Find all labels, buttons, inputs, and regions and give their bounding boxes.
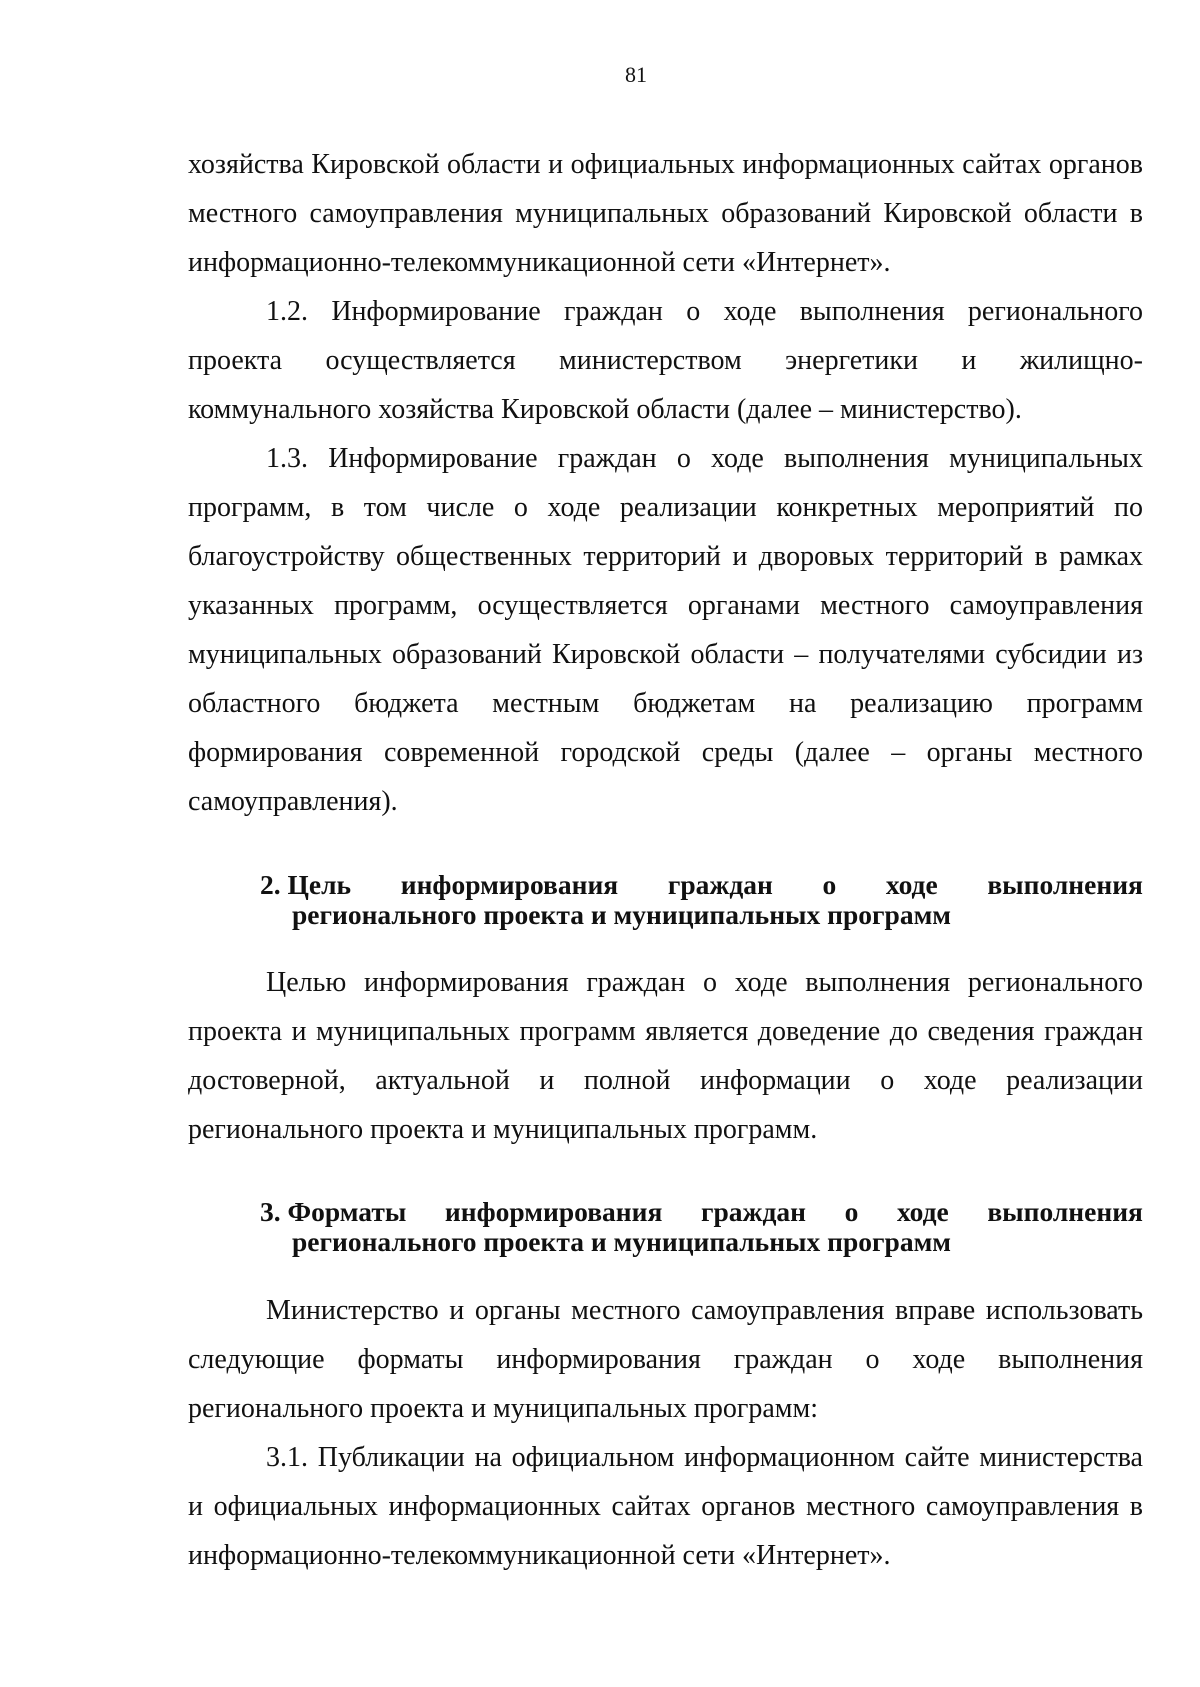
heading-word: выполнения bbox=[987, 869, 1143, 900]
heading-word: граждан bbox=[700, 1196, 806, 1227]
heading-word: ходе bbox=[896, 1196, 949, 1227]
section-3-heading-line1 bbox=[188, 1197, 1143, 1227]
heading-word: ходе bbox=[885, 869, 938, 900]
paragraph-3-1: 3.1. Публикации на официальном информационном сайте министерства и официальных информационных сайтах органов местного самоуправления в информационно-телекоммуникационной сети «Интернет». bbox=[188, 1442, 1143, 1571]
paragraph-1-3: 1.3. Информирование граждан о ходе выполнения муниципальных программ, в том числе о ходе реализации конкретных мероприятий по благоустройству общественных территорий и дворовых территорий в рамках указанных программ, осуществляется органами местного самоуправления муниципальных образований Кировской области – получателями субсидии из областного бюджета местным бюджетам на реализацию программ формирования современной городской среды (далее – органы местного самоуправления). bbox=[188, 443, 1143, 817]
heading-word: информирования bbox=[400, 869, 619, 900]
heading-word: о bbox=[822, 869, 837, 900]
section-2-heading-line2: регионального проекта и муниципальных программ bbox=[292, 899, 952, 930]
section-3-heading-line2: регионального проекта и муниципальных программ bbox=[292, 1226, 952, 1257]
paragraph-continuation: хозяйства Кировской области и официальных информационных сайтах органов местного самоуправления муниципальных образований Кировской области в информационно-телекоммуникационной сети «Интернет». bbox=[188, 149, 1143, 278]
section-3-heading bbox=[188, 1197, 1143, 1257]
paragraph-section-3: Министерство и органы местного самоуправления вправе использовать следующие форматы информирования граждан о ходе выполнения регионального проекта и муниципальных программ: bbox=[188, 1295, 1143, 1424]
heading-word: информирования bbox=[444, 1196, 663, 1227]
section-2-heading bbox=[188, 870, 1143, 930]
page-number: 81 bbox=[625, 62, 647, 87]
heading-word: 2. Цель bbox=[260, 869, 352, 900]
document-body bbox=[188, 140, 1143, 1580]
heading-word: 3. Форматы bbox=[260, 1196, 407, 1227]
section-2-heading-line1 bbox=[188, 870, 1143, 900]
heading-word: граждан bbox=[667, 869, 773, 900]
heading-word: выполнения bbox=[987, 1196, 1143, 1227]
paragraph-section-2: Целью информирования граждан о ходе выполнения регионального проекта и муниципальных программ является доведение до сведения граждан достоверной, актуальной и полной информации о ходе реализации регионального проекта и муниципальных программ. bbox=[188, 967, 1143, 1145]
paragraph-1-2: 1.2. Информирование граждан о ходе выполнения регионального проекта осуществляется министерством энергетики и жилищно-коммунального хозяйства Кировской области (далее – министерство). bbox=[188, 296, 1143, 425]
heading-word: о bbox=[844, 1196, 859, 1227]
